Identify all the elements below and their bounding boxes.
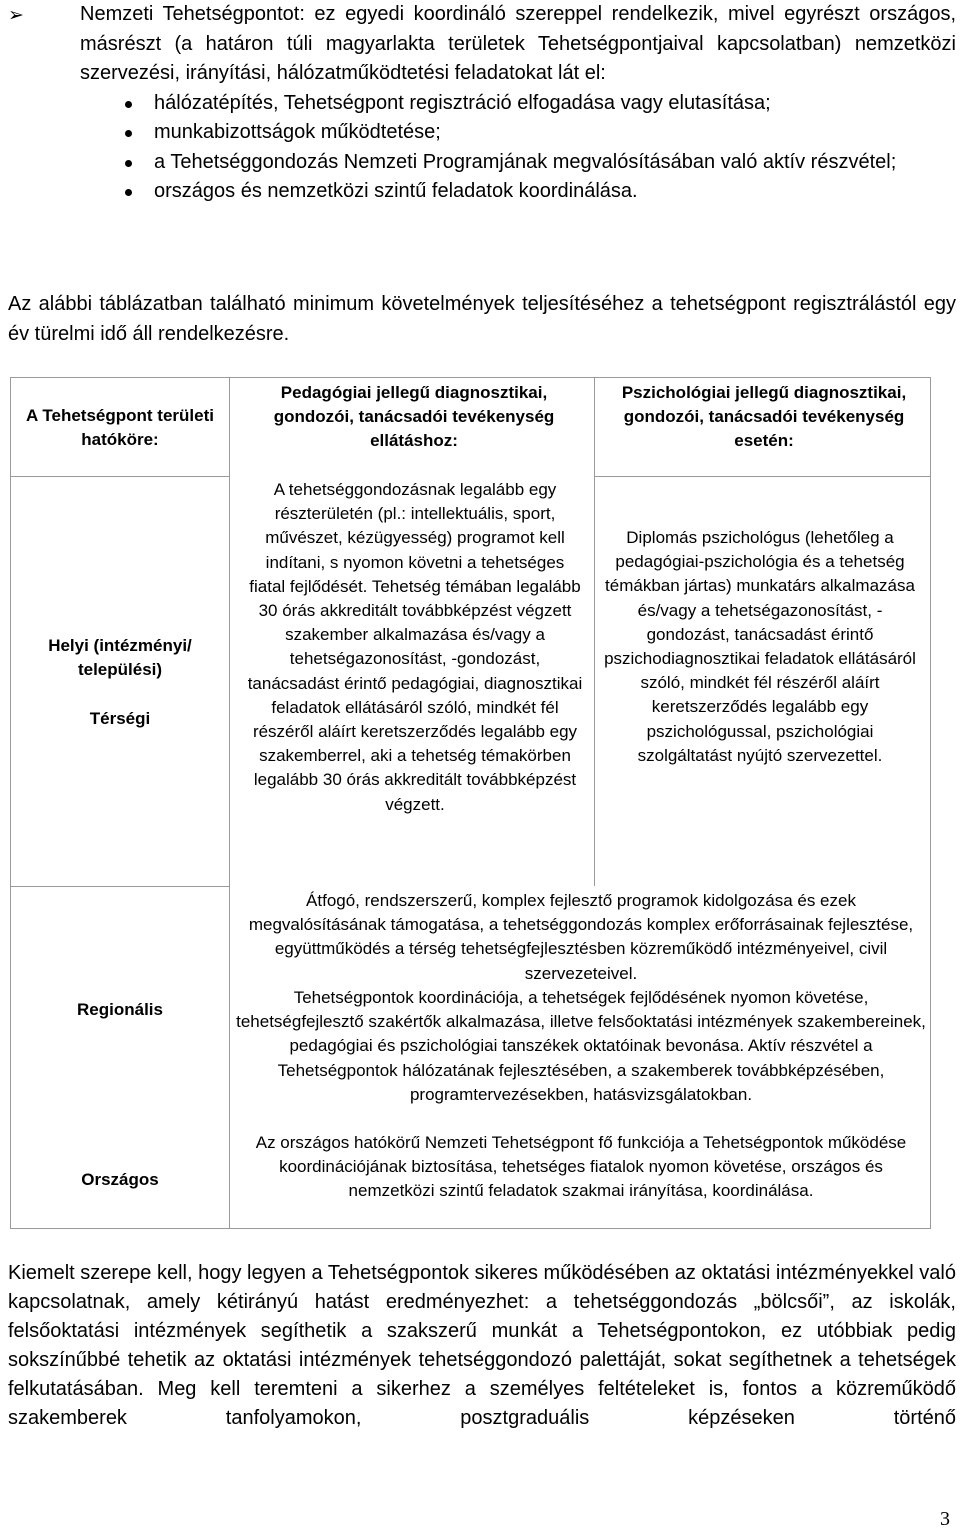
- table-divider: [594, 378, 595, 886]
- table-intro-paragraph: Az alábbi táblázatban található minimum követelmények teljesítéséhez a tehetségpont regisztrálástól egy év türelmi idő áll rendelkezésre.: [8, 293, 956, 345]
- intro-section: [8, 0, 956, 207]
- level-regional: Regionális: [77, 1000, 163, 1019]
- list-item: a Tehetséggondozás Nemzeti Programjának megvalósításában való aktív részvétel;: [154, 148, 956, 178]
- requirements-table: [10, 377, 931, 1229]
- level-regional-area: Térségi: [89, 709, 151, 728]
- header-psychological: Pszichológiai jellegű diagnosztikai, gondozói, tanácsadói tevékenység esetén:: [621, 383, 907, 451]
- closing-paragraph: Kiemelt szerepe kell, hogy legyen a Tehetségpontok sikeres működésében az oktatási intézményekkel való kapcsolatnak, amely kétirányú hatást eredményezhet: a tehetséggondozás „bölcsői”, az iskolák, felsőoktatási intézmények segíthetik a szakszerű munkát a Tehetségpontokon, ez utóbbiak pedig sokszínűbbé tehetik az oktatási intézmények tehetséggondozó palettáját, sokat segíthetnek a tehetségek felkutatásában. Meg kell teremteni a sikerhez a személyes feltételeket is, fontos a közreműködő szakemberek tanfolyamokon, posztgraduális képzéseken történő: [8, 1262, 956, 1429]
- table-divider: [11, 886, 229, 887]
- list-item: országos és nemzetközi szintű feladatok koordinálása.: [154, 177, 956, 207]
- pedagogical-requirements: A tehetséggondozásnak legalább egy részterületén (pl.: intellektuális, sport, művészet, kézügyesség) programot kell indítani, s nyomon követni a tehetséges fiatal fejlődését. Tehetség témában legalább 30 órás akkreditált továbbképzést végzett szakember alkalmazása és/vagy a tehetségazonosítást, -gondozást, tanácsadást érintő pedagógiai, diagnosztikai feladatok ellátásáról szóló, mindkét fél részéről aláírt keretszerződés legalább egy szakemberrel, aki a tehetség témakörben legalább 30 órás akkreditált továbbképzést végzett.: [247, 480, 583, 814]
- table-divider: [229, 378, 230, 1228]
- header-pedagogical: Pedagógiai jellegű diagnosztikai, gondozói, tanácsadói tevékenység ellátáshoz:: [273, 383, 555, 451]
- intro-lead-text: Nemzeti Tehetségpontot: ez egyedi koordináló szereppel rendelkezik, mivel egyrészt országos, másrészt (a határon túli magyarlakta területek Tehetségpontjaival kapcsolatban) nemzetközi szervezési, irányítási, hálózatműködtetési feladatokat lát el:: [80, 3, 956, 84]
- list-item: hálózatépítés, Tehetségpont regisztráció elfogadása vagy elutasítása;: [154, 89, 956, 119]
- national-requirements: Az országos hatókörű Nemzeti Tehetségpont fő funkciója a Tehetségpontok működése koordinációjának biztosítása, tehetséges fiatalok nyomon követése, országos és nemzetközi szintű feladatok szakmai irányítása, koordinálása.: [255, 1133, 907, 1201]
- level-national: Országos: [81, 1170, 159, 1189]
- level-local: Helyi (intézményi/ települési): [48, 636, 192, 680]
- table-divider: [11, 476, 229, 477]
- regional-requirements: Tehetségpontok koordinációja, a tehetségek fejlődésének nyomon követése, tehetségfejlesztő szakértők alkalmazása, illetve felsőoktatási intézmények szakembereinek, pedagógiai és pszichológiai tanszékek oktatóinak bevonása. Aktív részvétel a Tehetségpontok hálózatának fejlesztésében, a szakemberek továbbképzésében, programtervezésekben, hatásvizsgálatokban.: [236, 988, 926, 1104]
- arrow-bullet-icon: ➢: [8, 5, 24, 26]
- psychological-requirements: Diplomás pszichológus (lehetőleg a pedagógiai-pszichológia és a tehetség témákban jártas) munkatárs alkalmazása és/vagy a tehetségazonosítást, -gondozást, tanácsadást érintő pszichodiagnosztikai feladatok ellátásáról szóló, mindkét fél részéről aláírt keretszerződés legalább egy pszichológussal, pszichológiai szolgáltatást nyújtó szervezettel.: [604, 528, 916, 765]
- list-item: munkabizottságok működtetése;: [154, 118, 956, 148]
- header-scope: A Tehetségpont területi hatóköre:: [26, 406, 214, 450]
- task-list: [8, 89, 956, 207]
- page-number: 3: [940, 1508, 950, 1530]
- table-divider: [594, 476, 930, 477]
- regional-area-requirements: Átfogó, rendszerszerű, komplex fejlesztő programok kidolgozása és ezek megvalósításának támogatása, a tehetséggondozás komplex erőforrásainak fejlesztése, együttműködés a térség tehetségfejlesztésben közreműködő intézményeivel, civil szervezeteivel.: [248, 891, 914, 983]
